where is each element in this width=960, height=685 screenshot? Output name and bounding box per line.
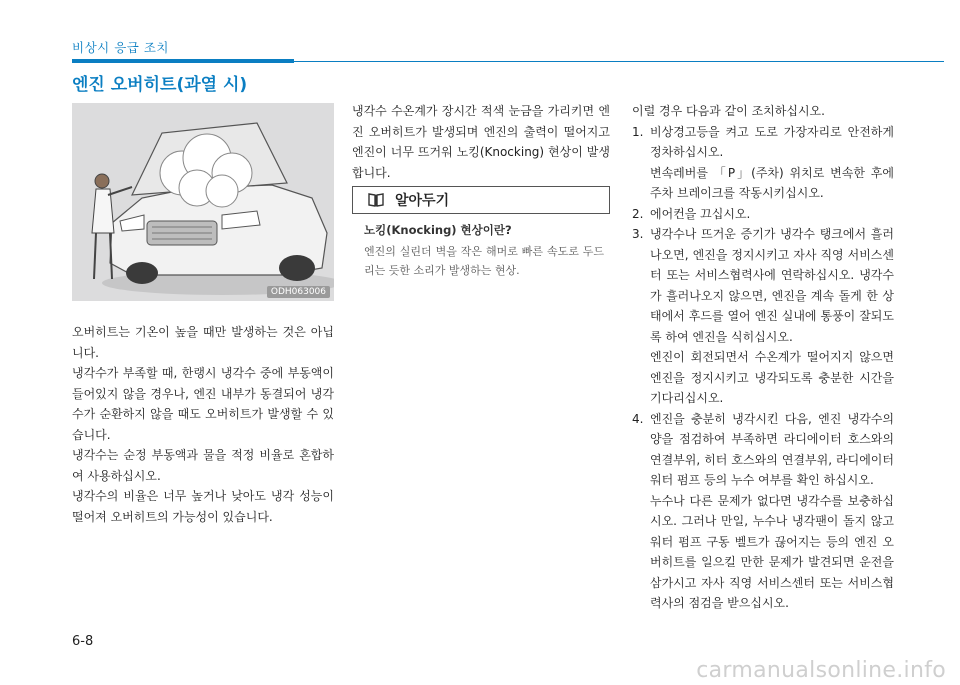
list-item xyxy=(632,122,894,204)
step-text: 변속레버를 「P」(주차) 위치로 변속한 후에 주차 브레이크를 작동시키십시오. xyxy=(650,165,894,200)
book-icon xyxy=(367,191,385,209)
right-column xyxy=(632,101,894,614)
step-number: 2. xyxy=(632,206,644,221)
left-column xyxy=(72,322,334,527)
step-text: 엔진이 회전되면서 수온계가 떨어지지 않으면 엔진을 정지시키고 냉각되도록 충분한 시간을 기다리십시오. xyxy=(650,350,894,405)
step-number: 1. xyxy=(632,124,644,139)
note-box xyxy=(352,186,610,214)
step-number: 3. xyxy=(632,227,644,241)
intro-paragraph: 냉각수 수온계가 장시간 적색 눈금을 가리키면 엔진 오버히트가 발생되며 엔진의 출력이 떨어지고 엔진이 너무 뜨거워 노킹(Knocking) 현상이 발생합니다. xyxy=(352,104,610,180)
instruction-list xyxy=(632,122,894,614)
engine-overheat-illustration xyxy=(72,103,334,301)
step-text: 냉각수나 뜨거운 증기가 냉각수 탱크에서 흘러 나오면, 엔진을 정지시키고 자사 직영 서비스센터 또는 서비스협력사에 연락하십시오. 냉각수가 흘러나오지 않으면, 엔진을 계속 돌게 한 상태에서 후드를 열어 엔진 실내에 통풍이 잘되도록 하여 엔진을 식히십시오. xyxy=(650,227,894,344)
note-title: 알아두기 xyxy=(395,193,450,209)
list-item xyxy=(632,224,894,409)
step-text: 엔진을 충분히 냉각시킨 다음, 엔진 냉각수의 양을 점검하여 부족하면 라디에이터 호스와의 연결부위, 히터 호스와의 연결부위, 라디에이터 워터 펌프 등의 누수 여부를 확인 하십시오. xyxy=(650,411,894,487)
section-label: 비상시 응급 조치 xyxy=(72,40,169,55)
page-number: 6-8 xyxy=(72,634,94,649)
watermark: carmanualsonline.info xyxy=(696,658,946,683)
step-text: 누수나 다른 문제가 없다면 냉각수를 보충하십시오. 그러나 만일, 누수나 냉각팬이 돌지 않고 워터 펌프 구동 벨트가 끊어지는 등의 엔진 오버히트를 일으킬 만한 문제가 발견되면 운전을 삼가시고 자사 직영 서비스센터 또는 서비스협력사의 점검을 받으십시오. xyxy=(650,493,894,610)
paragraph: 오버히트는 기온이 높을 때만 발생하는 것은 아닙니다. xyxy=(72,325,334,360)
note-heading: 노킹(Knocking) 현상이란? xyxy=(364,223,512,237)
paragraph: 냉각수는 순정 부동액과 물을 적정 비율로 혼합하여 사용하십시오. xyxy=(72,448,334,483)
car-steam-drawing xyxy=(72,103,334,301)
paragraph: 냉각수의 비율은 너무 높거나 낮아도 냉각 성능이 떨어져 오버히트의 가능성이 있습니다. xyxy=(72,489,334,524)
header-rule-thin xyxy=(294,61,944,62)
step-text: 에어컨을 끄십시오. xyxy=(650,206,751,221)
note-body: 엔진의 실린더 벽을 작은 해머로 빠른 속도로 두드리는 듯한 소리가 발생하는 현상. xyxy=(364,245,604,277)
list-item xyxy=(632,204,894,225)
page-title: 엔진 오버히트(과열 시) xyxy=(72,75,248,95)
paragraph: 냉각수가 부족할 때, 한랭시 냉각수 중에 부동액이 들어있지 않을 경우나, 엔진 내부가 동결되어 냉각수가 순환하지 않을 때도 오버히트가 발생할 수 있습니다. xyxy=(72,366,334,442)
step-text: 비상경고등을 켜고 도로 가장자리로 안전하게 정차하십시오. xyxy=(650,124,894,159)
figure-code: ODH063006 xyxy=(267,286,330,298)
instruction-intro: 이럴 경우 다음과 같이 조치하십시오. xyxy=(632,104,825,118)
list-item xyxy=(632,409,894,614)
middle-column xyxy=(352,101,610,183)
header-rule-thick xyxy=(72,59,294,63)
step-number: 4. xyxy=(632,411,644,426)
